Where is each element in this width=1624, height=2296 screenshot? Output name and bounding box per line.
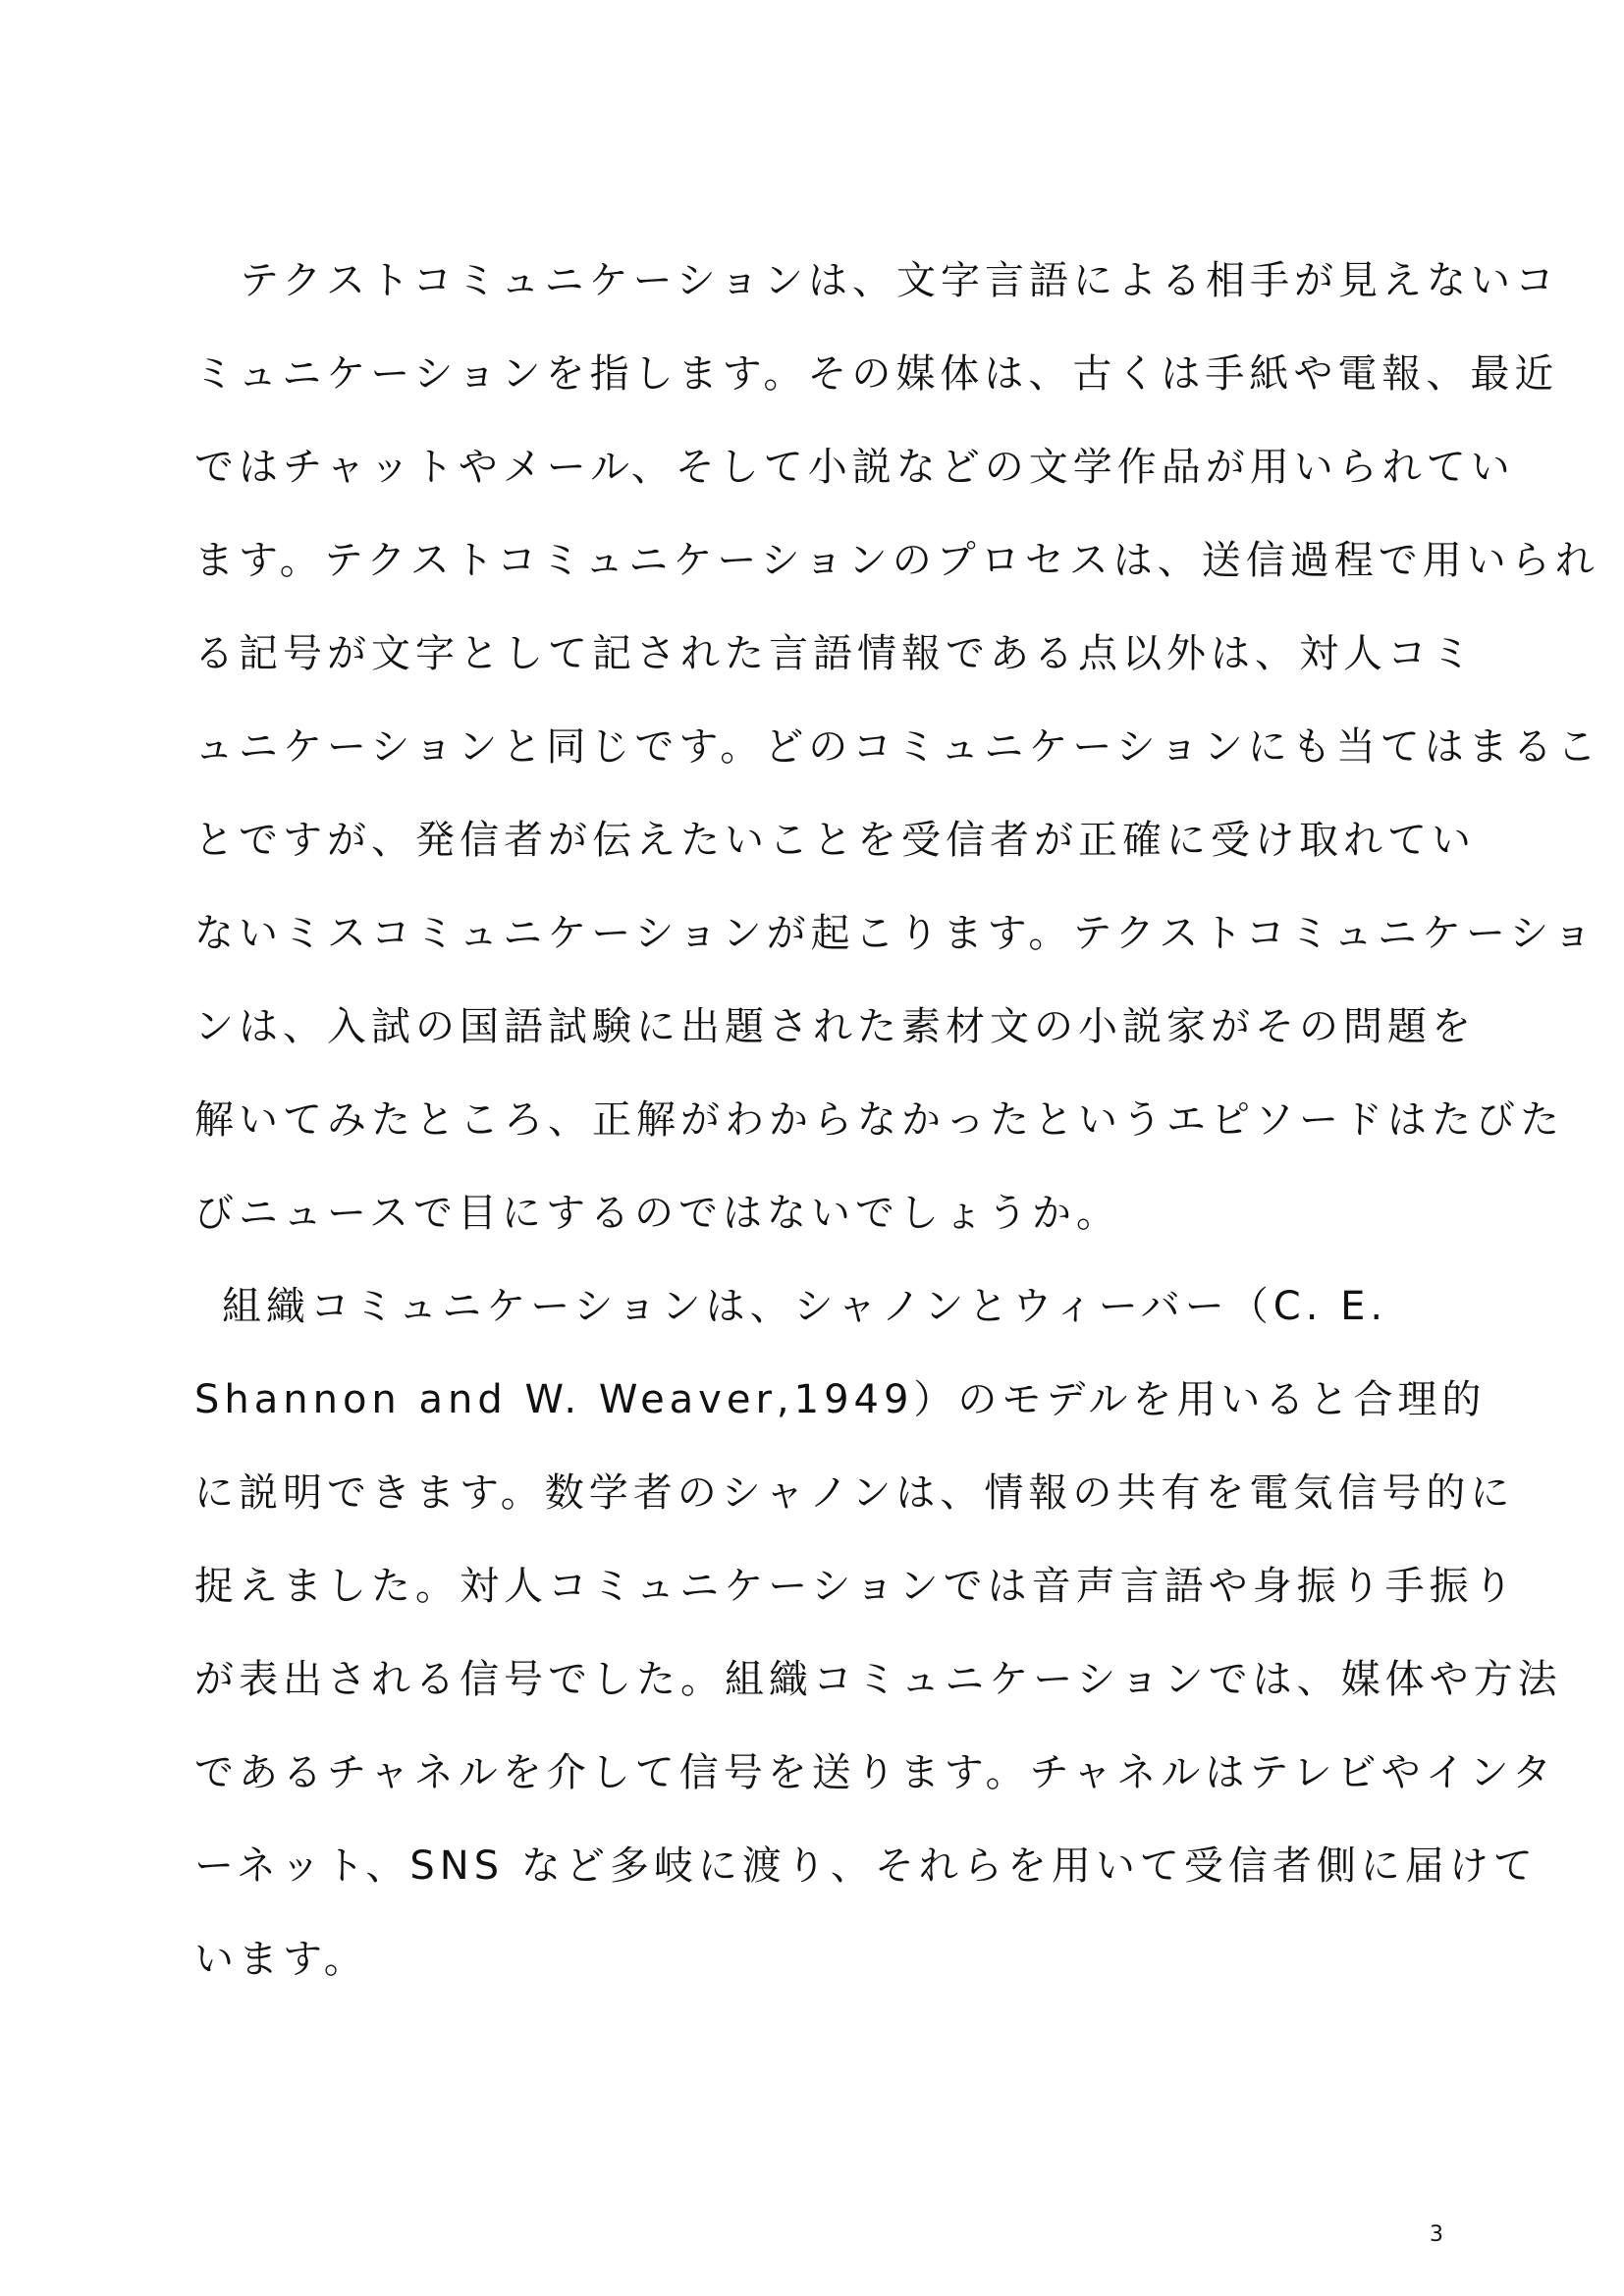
paragraph-2-line-3: に説明できます。数学者のシャノンは、情報の共有を電気信号的に [194,1470,1515,1516]
paragraph-1-line-10: 解いてみたところ、正解がわからなかったというエピソードはたびた [194,1097,1564,1143]
paragraph-1-line-1: テクストコミュニケーションは、文字言語による相手が見えないコ [240,258,1559,303]
paragraph-1-line-3: ではチャットやメール、そして小説などの文学作品が用いられてい [194,445,1515,490]
paragraph-1-line-4: ます。テクストコミュニケーションのプロセスは、送信過程で用いられ [194,538,1599,583]
paragraph-2-line-1: 組織コミュニケーションは、シャノンとウィーバー（C. E. [222,1284,1388,1329]
paragraph-2-line-5: が表出される信号でした。組織コミュニケーションでは、媒体や方法 [194,1657,1562,1702]
paragraph-1-line-9: ンは、入試の国語試験に出題された素材文の小説家がその問題を [194,1004,1476,1049]
paragraph-1-line-7: とですが、発信者が伝えたいことを受信者が正確に受け取れてい [194,818,1476,863]
paragraph-1-line-6: ュニケーションと同じです。どのコミュニケーションにも当てはまるこ [194,724,1601,770]
paragraph-2-line-6: であるチャネルを介して信号を送ります。チャネルはテレビやインタ [194,1750,1556,1795]
paragraph-1-line-5: る記号が文字として記された言語情報である点以外は、対人コミ [194,631,1476,676]
paragraph-2-line-7: ーネット、SNS など多岐に渡り、それらを用いて受信者側に届けて [194,1843,1538,1889]
paragraph-1-line-2: ミュニケーションを指します。その媒体は、古くは手紙や電報、最近 [194,351,1559,397]
paragraph-1-line-8: ないミスコミュニケーションが起こります。テクストコミュニケーショ [194,911,1597,956]
paragraph-1-line-11: びニュースで目にするのではないでしょうか。 [194,1191,1120,1236]
paragraph-2-line-8: います。 [194,1937,368,1982]
page-number: 3 [1430,2222,1443,2247]
paragraph-2-line-4: 捉えました。対人コミュニケーションでは音声言語や身振り手振り [194,1564,1518,1609]
paragraph-2-line-2: Shannon and W. Weaver,1949）のモデルを用いると合理的 [194,1377,1487,1422]
